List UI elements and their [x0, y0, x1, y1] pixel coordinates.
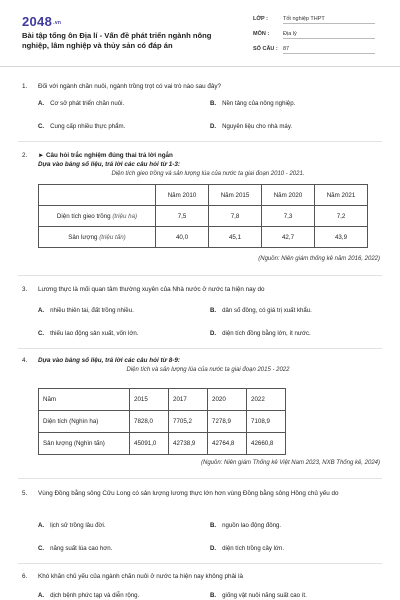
divider: [18, 348, 382, 349]
option-letter: C.: [38, 545, 45, 552]
row-label-text: Diện tích gieo trồng: [56, 212, 111, 220]
table-cell: 7828,0: [130, 411, 169, 433]
subject-value: Địa lý: [283, 31, 375, 39]
logo-suffix: .vn: [53, 19, 62, 26]
row-label: Sản lượng (Nghìn tấn): [39, 433, 130, 455]
logo-text: 2048: [22, 14, 53, 29]
instruction-text: Dựa vào bảng số liệu, trả lời các câu hỏi từ 1-3:: [38, 161, 180, 168]
option-letter: A.: [38, 592, 45, 599]
option-text: Nền tảng của nông nghiệp.: [222, 100, 296, 107]
table-cell: [39, 185, 156, 206]
table-cell: 40,0: [156, 227, 209, 248]
table-header-cell: 2017: [169, 389, 208, 411]
table-cell: 7,8: [209, 206, 262, 227]
option-a[interactable]: [38, 307, 134, 314]
class-label: LỚP :: [253, 16, 268, 22]
site-logo[interactable]: [22, 14, 61, 29]
question-text: Vùng Đồng bằng sông Cửu Long có sản lượng lương thực lớn hơn vùng Đồng bằng sông Hồng chủ yếu do: [38, 490, 339, 497]
option-letter: D.: [210, 545, 217, 552]
option-a[interactable]: [38, 100, 124, 107]
class-value: Tốt nghiệp THPT: [283, 16, 375, 24]
table-header-cell: Năm: [39, 389, 130, 411]
table-row: [39, 433, 286, 455]
question-number: 4.: [22, 357, 28, 364]
table-cell: 7,5: [156, 206, 209, 227]
row-label: [39, 206, 156, 227]
option-b[interactable]: [210, 307, 312, 314]
table-source: (Nguồn: Niên giám thống kê năm 2016, 2022): [258, 256, 380, 262]
table-row: [39, 227, 368, 248]
table-row: [39, 206, 368, 227]
table-cell: 7,3: [262, 206, 315, 227]
option-letter: C.: [38, 330, 45, 337]
question-text: Đối với ngành chăn nuôi, ngành trồng trọt có vai trò nào sau đây?: [38, 83, 222, 90]
option-letter: A.: [38, 307, 45, 314]
table-header-row: [39, 185, 368, 206]
question-number: 6.: [22, 573, 28, 580]
option-letter: D.: [210, 123, 217, 130]
page-title: Bài tập tổng ôn Địa lí - Vấn đề phát triển ngành nông nghiệp, lâm nghiệp và thủy sản có đáp án: [22, 31, 212, 50]
option-text: nguồn lao động đông.: [222, 522, 282, 529]
table-cell: 43,9: [315, 227, 368, 248]
option-d[interactable]: [210, 330, 311, 337]
table-caption: Diện tích và sản lượng lúa của nước ta giai đoạn 2015 - 2022: [126, 367, 290, 373]
table-cell: 42,7: [262, 227, 315, 248]
count-value: 87: [283, 46, 375, 54]
table-header-cell: 2022: [247, 389, 286, 411]
subject-row: [253, 31, 383, 39]
option-a[interactable]: [38, 592, 139, 599]
table-header-cell: 2020: [208, 389, 247, 411]
option-text: diện tích đồng bằng lớn, ít nước.: [222, 330, 311, 337]
class-row: [253, 16, 383, 24]
count-row: [253, 46, 383, 54]
option-letter: D.: [210, 330, 217, 337]
table-cell: 45091,0: [130, 433, 169, 455]
option-letter: B.: [210, 592, 217, 599]
document-header: [0, 0, 400, 67]
row-unit: (triệu tấn): [99, 233, 126, 241]
option-d[interactable]: [210, 545, 284, 552]
instruction-text: Dựa vào bảng số liệu, trả lời các câu hỏi từ 8-9:: [38, 357, 180, 364]
question-number: 1.: [22, 83, 28, 90]
table-cell: 42738,9: [169, 433, 208, 455]
table-cell: 42764,8: [208, 433, 247, 455]
option-text: năng suất lúa cao hơn.: [50, 545, 113, 552]
row-label: Diện tích (Nghìn ha): [39, 411, 130, 433]
option-text: dân số đông, có giá trị xuất khẩu.: [222, 307, 312, 314]
table-source: (Nguồn: Niên giám Thống kê Việt Nam 2023, NXB Thống kê, 2024): [201, 460, 380, 466]
table-header-cell: Năm 2020: [262, 185, 315, 206]
option-d[interactable]: [210, 123, 292, 130]
question-text: Lương thực là mối quan tâm thường xuyên của Nhà nước ở nước ta hiện nay do: [38, 286, 265, 293]
option-text: giống vật nuôi năng suất cao ít.: [222, 592, 307, 599]
subject-label: MÔN :: [253, 31, 270, 37]
table-cell: 7705,2: [169, 411, 208, 433]
table-header-cell: 2015: [130, 389, 169, 411]
option-text: lịch sử trồng lâu đời.: [50, 522, 106, 529]
option-text: diện tích trồng cây lớn.: [222, 545, 285, 552]
option-c[interactable]: [38, 330, 138, 337]
option-letter: B.: [210, 522, 217, 529]
table-caption: Diện tích gieo trồng và sản lượng lúa của nước ta giai đoạn 2010 - 2021.: [111, 171, 305, 177]
option-text: thiếu lao động sản xuất, vốn lớn.: [50, 330, 139, 337]
option-letter: B.: [210, 100, 217, 107]
question-text: Khó khăn chủ yếu của ngành chăn nuôi ở nước ta hiện nay không phải là: [38, 573, 244, 580]
row-label-text: Sản lượng: [68, 233, 98, 241]
table-header-cell: Năm 2021: [315, 185, 368, 206]
option-letter: C.: [38, 123, 45, 130]
option-b[interactable]: [210, 100, 295, 107]
row-unit: (triệu ha): [112, 212, 138, 220]
divider: [18, 275, 382, 276]
table-cell: 42660,8: [247, 433, 286, 455]
option-letter: B.: [210, 307, 217, 314]
question-number: 5.: [22, 490, 28, 497]
table-header-row: [39, 389, 286, 411]
option-text: Nguyên liệu cho nhà máy.: [222, 123, 293, 130]
table-cell: 7,2: [315, 206, 368, 227]
row-label: [39, 227, 156, 248]
table-header-cell: Năm 2010: [156, 185, 209, 206]
option-letter: A.: [38, 100, 45, 107]
divider: [18, 563, 382, 564]
table-cell: 7278,9: [208, 411, 247, 433]
option-text: Cơ sở phát triển chăn nuôi.: [50, 100, 125, 107]
data-table-rice-2015-2022: [38, 388, 286, 455]
option-text: nhiều thiên tai, đất trồng nhiều.: [50, 307, 134, 314]
option-b[interactable]: [210, 522, 281, 529]
option-a[interactable]: [38, 522, 106, 529]
option-text: dịch bệnh phức tạp và diễn rộng.: [50, 592, 140, 599]
option-text: Cung cấp nhiều thực phẩm.: [50, 123, 126, 130]
question-number: 3.: [22, 286, 28, 293]
count-label: SỐ CÂU :: [253, 46, 278, 52]
table-cell: 45,1: [209, 227, 262, 248]
question-number: 2.: [22, 152, 28, 159]
table-row: [39, 411, 286, 433]
table-cell: 7108,9: [247, 411, 286, 433]
option-b[interactable]: [210, 592, 307, 599]
divider: [18, 141, 382, 142]
question-heading: ► Câu hỏi trắc nghiệm đúng thai trả lời ngắn: [38, 152, 173, 159]
option-c[interactable]: [38, 123, 125, 130]
divider: [18, 478, 382, 479]
data-table-rice-2010-2021: [38, 184, 368, 248]
option-letter: A.: [38, 522, 45, 529]
table-header-cell: Năm 2015: [209, 185, 262, 206]
option-c[interactable]: [38, 545, 112, 552]
